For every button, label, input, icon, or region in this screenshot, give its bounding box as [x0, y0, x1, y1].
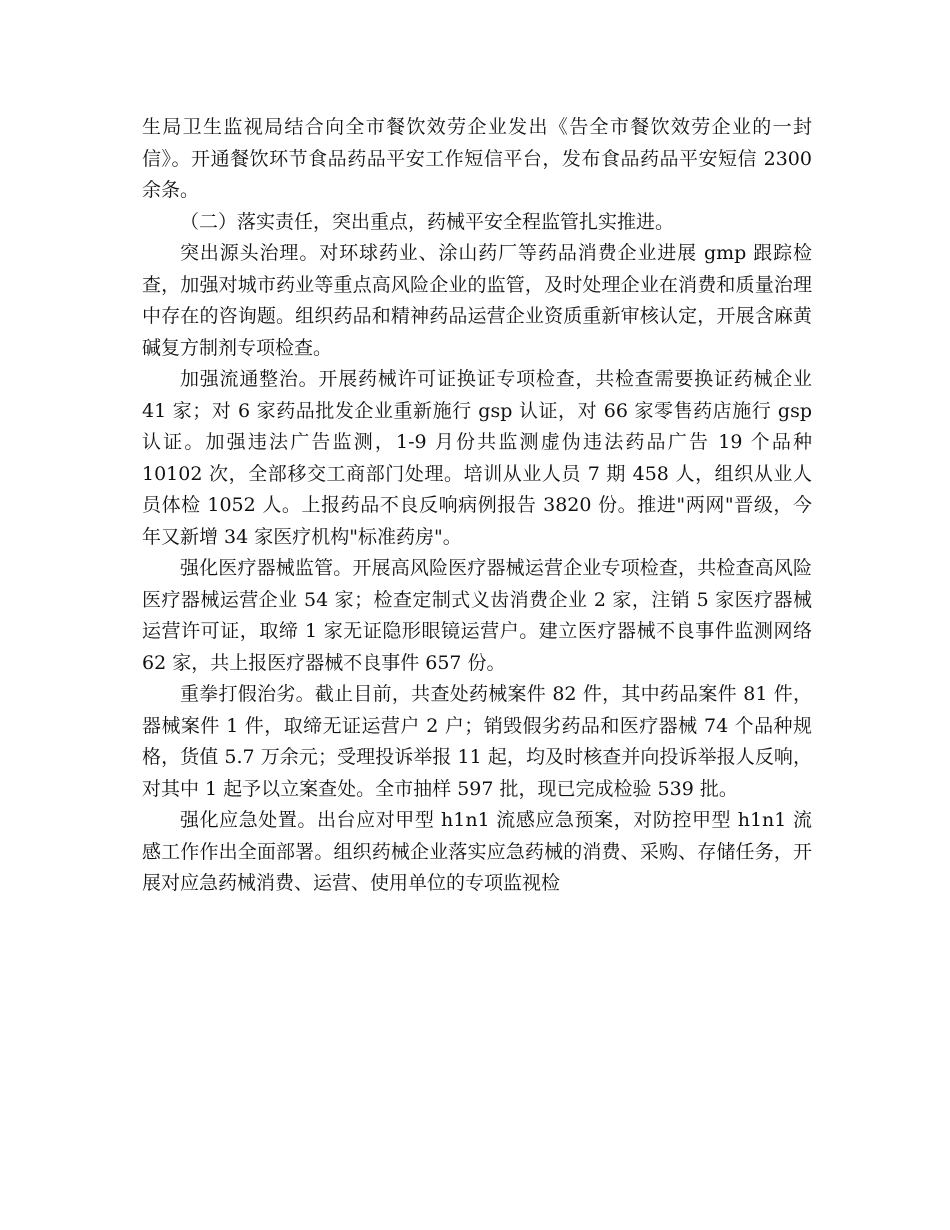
- paragraph-source-control: 突出源头治理。对环球药业、涂山药厂等药品消费企业进展 gmp 跟踪检查，加强对城市药业等重点高风险企业的监管，及时处理企业在消费和质量治理中存在的咨询题。组织药品和精神药品运营企业资质重新审核认定，开展含麻黄碱复方制剂专项检查。: [142, 242, 812, 359]
- document-body: [142, 112, 812, 900]
- paragraph-anti-counterfeit: 重拳打假治劣。截止目前，共查处药械案件 82 件，其中药品案件 81 件，器械案件 1 件，取缔无证运营户 2 户；销毁假劣药品和医疗器械 74 个品种规格，货值 5.7 万余元；受理投诉举报 11 起，均及时核查并向投诉举报人反响，对其中 1 起予以立案查处。全市抽样 597 批，现已完成检验 539 批。: [142, 683, 812, 800]
- paragraph-emergency: 强化应急处置。出台应对甲型 h1n1 流感应急预案，对防控甲型 h1n1 流感工作作出全面部署。组织药械企业落实应急药械的消费、采购、存储任务，开展对应急药械消费、运营、使用单位的专项监视检: [142, 809, 812, 894]
- section-heading: （二）落实责任，突出重点，药械平安全程监管扎实推进。: [180, 210, 675, 233]
- paragraph-medical-devices: 强化医疗器械监管。开展高风险医疗器械运营企业专项检查，共检查高风险医疗器械运营企业 54 家；检查定制式义齿消费企业 2 家，注销 5 家医疗器械运营许可证，取缔 1 家无证隐形眼镜运营户。建立医疗器械不良事件监测网络 62 家，共上报医疗器械不良事件 657 份。: [142, 557, 812, 674]
- paragraph-1: 生局卫生监视局结合向全市餐饮效劳企业发出《告全市餐饮效劳企业的一封信》。开通餐饮环节食品药品平安工作短信平台，发布食品药品平安短信 2300 余条。: [142, 116, 812, 201]
- paragraph-circulation: 加强流通整治。开展药械许可证换证专项检查，共检查需要换证药械企业 41 家；对 6 家药品批发企业重新施行 gsp 认证，对 66 家零售药店施行 gsp 认证。加强违法广告监测，1-9 月份共监测虚伪违法药品广告 19 个品种 10102 次，全部移交工商部门处理。培训从业人员 7 期 458 人，组织从业人员体检 1052 人。上报药品不良反响病例报告 3820 份。推进"两网"晋级，今年又新增 34 家医疗机构"标准药房"。: [142, 368, 812, 548]
